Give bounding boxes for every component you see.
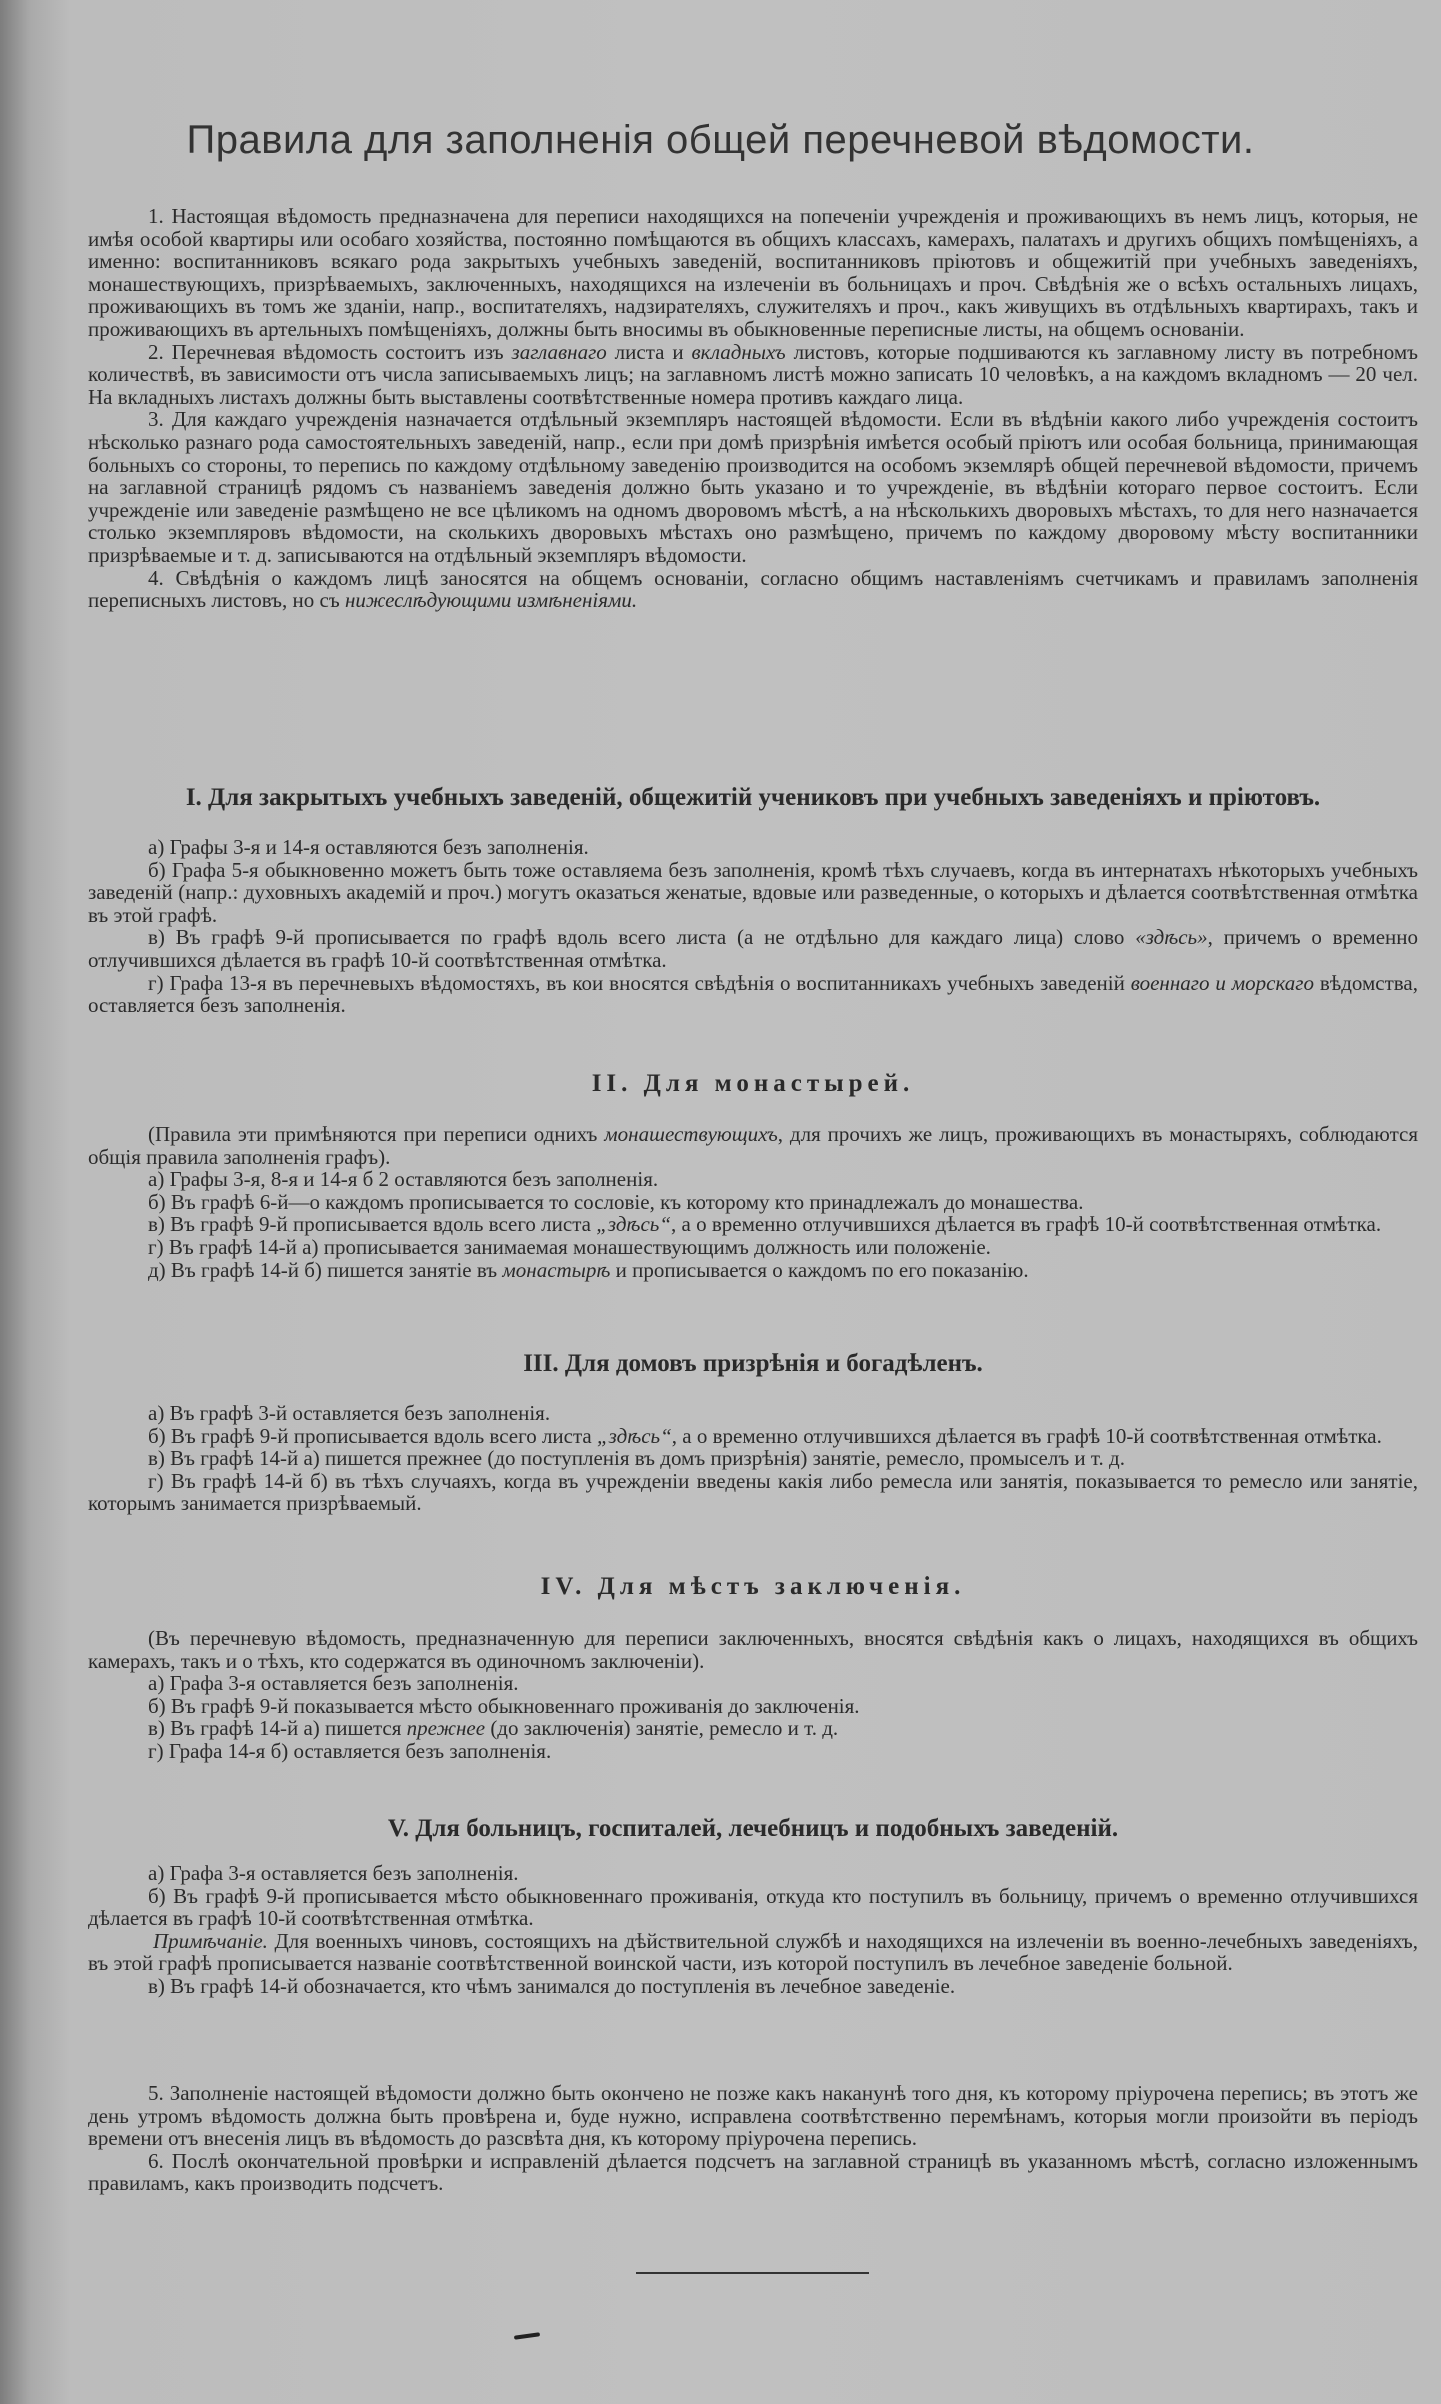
- text: 2. Перечневая вѣдомость состоитъ изъ: [148, 339, 512, 364]
- item-a: а) Въ графѣ 3-й оставляется безъ заполненія.: [148, 1401, 551, 1425]
- text: б) Въ графѣ 9-й прописывается вдоль всего листа: [148, 1423, 597, 1448]
- italic-text: нижеслѣдующими измѣненіями.: [344, 588, 638, 613]
- text: г) Графа 13-я въ перечневыхъ вѣдомостяхъ, въ кои вносятся свѣдѣнія о воспитанникахъ учебныхъ заведеній: [148, 970, 1131, 995]
- italic-text: монашествующихъ: [604, 1122, 778, 1146]
- italic-text: «здѣсь»: [1135, 925, 1208, 950]
- text: 4. Свѣдѣнія о каждомъ лицѣ заносятся на общемъ основаніи, согласно общимъ наставленіямъ счетчикамъ и правиламъ заполненія переписныхъ листовъ, но съ: [88, 565, 1418, 613]
- item-b: б) Въ графѣ 9-й показывается мѣсто обыкновеннаго проживанія до заключенія.: [148, 1693, 860, 1718]
- text: д) Въ графѣ 14-й б) пишется занятіе въ: [148, 1257, 503, 1282]
- item-g: [88, 972, 1418, 1017]
- section-4-heading: IV. Для мѣстъ заключенія.: [540, 1573, 966, 1600]
- italic-text: „здѣсь“: [596, 1212, 672, 1237]
- text: в) Въ графѣ 9-й прописывается по графѣ вдоль всего листа (а не отдѣльно для каждаго лица) слово: [148, 925, 1136, 950]
- section-3-body: [88, 1402, 1418, 1515]
- text: Для военныхъ чиновъ, состоящихъ на дѣйствительной службѣ и находящихся на излеченіи въ военно-лечебныхъ заведеніяхъ, въ этой графѣ прописывается названіе соотвѣтственной воинской части, изъ которой поступилъ въ лечебное заведеніе больной.: [88, 1928, 1418, 1976]
- item-a: а) Графы 3-я, 8-я и 14-я б 2 оставляются безъ заполненія.: [148, 1167, 659, 1192]
- italic-text: заглавнаго: [511, 339, 607, 364]
- note: [88, 1930, 1418, 1975]
- item-g: г) Въ графѣ 14-й а) прописывается занимаемая монашествующимъ должность или положеніе.: [148, 1234, 991, 1259]
- item-g: г) Графа 14-я б) оставляется безъ заполненія.: [148, 1738, 552, 1763]
- section-2-heading: II. Для монастырей.: [591, 1070, 915, 1097]
- italic-text: „здѣсь“: [597, 1423, 672, 1448]
- rule-4: [88, 567, 1418, 612]
- item-b: б) Графа 5-я обыкновенно можетъ быть тоже оставляема безъ заполненія, кромѣ тѣхъ случаевъ, когда въ интернатахъ нѣкоторыхъ учебныхъ заведеній (напр.: духовныхъ академій и проч.) могутъ оказаться женатые, вдовые или разведенные, о которыхъ и дѣлается соотвѣтственная отмѣтка въ этой графѣ.: [88, 857, 1418, 927]
- text: (Правила эти примѣняются при переписи однихъ: [148, 1122, 605, 1146]
- rule-3: 3. Для каждаго учрежденія назначается отдѣльный экземпляръ настоящей вѣдомости. Если въ вѣдѣніи какого либо учрежденія состоитъ нѣсколько разнаго рода самостоятельныхъ заведеній, напр., если при домѣ призрѣнія имѣется особый пріютъ или особая больница, принимающая больныхъ со стороны, то перепись по каждому отдѣльному заведенію производится на особомъ экземлярѣ общей перечневой вѣдомости, причемъ на заглавной страницѣ рядомъ съ названіемъ заведенія должно быть указано и то учрежденіе, въ вѣдѣніи котораго первое состоитъ. Если учрежденіе или заведеніе размѣщено не все цѣликомъ на одномъ дворовомъ мѣстѣ, а на нѣсколькихъ дворовыхъ мѣстахъ, то для него назначается столько экземпляровъ вѣдомости, на сколькихъ дворовыхъ мѣстахъ оно размѣщено, причемъ по каждому дворовому мѣсту воспитанники призрѣваемые и т. д. записываются на отдѣльный экземпляръ вѣдомости.: [88, 407, 1418, 567]
- italic-text: вкладныхъ: [691, 339, 786, 364]
- section-1-heading: I. Для закрытыхъ учебныхъ заведеній, общежитій учениковъ при учебныхъ заведеніяхъ и пріютовъ.: [185, 784, 1321, 811]
- item-a: а) Графа 3-я оставляется безъ заполненія.: [148, 1861, 519, 1885]
- page-title: Правила для заполненія общей перечневой вѣдомости.: [186, 118, 1255, 162]
- final-rules: [88, 2082, 1418, 2195]
- item-b: [88, 1425, 1418, 1448]
- section-1-body: [88, 836, 1418, 1017]
- italic-text: монастырѣ: [502, 1257, 611, 1282]
- italic-text: военнаго и морскаго: [1130, 970, 1314, 995]
- closing-rule-divider: [636, 2272, 869, 2274]
- text: в) Въ графѣ 14-й а) пишется: [148, 1716, 407, 1741]
- note-label: Примѣчаніе.: [153, 1928, 268, 1953]
- item-v: [88, 926, 1418, 971]
- section-2-intro: [88, 1123, 1418, 1168]
- italic-text: прежнее: [406, 1716, 486, 1741]
- item-v: [88, 1717, 1418, 1740]
- item-g: г) Въ графѣ 14-й б) въ тѣхъ случаяхъ, когда въ учрежденіи введены какія либо ремесла или занятія, показывается то ремесло или занятіе, которымъ занимается призрѣваемый.: [88, 1468, 1418, 1516]
- item-a: а) Графа 3-я оставляется безъ заполненія.: [148, 1671, 519, 1696]
- rule-1: 1. Настоящая вѣдомость предназначена для переписи находящихся на попеченіи учрежденія и проживающихъ въ немъ лицъ, которыя, не имѣя особой квартиры или особаго хозяйства, постоянно помѣщаются въ общихъ классахъ, камерахъ, палатахъ и другихъ общихъ помѣщеніяхъ, а именно: воспитанниковъ всякаго рода закрытыхъ учебныхъ заведеній, воспитанниковъ пріютовъ и общежитій при учебныхъ заведеніяхъ, монашествующихъ, призрѣваемыхъ, заключенныхъ, находящихся на излеченіи въ больницахъ и проч. Свѣдѣнія же о всѣхъ остальныхъ лицахъ, проживающихъ въ томъ же зданіи, напр., воспитателяхъ, надзирателяхъ, служителяхъ и проч., какъ живущихъ въ отдѣльныхъ квартирахъ, такъ и проживающихъ въ артельныхъ помѣщеніяхъ, должны быть вносимы въ обыкновенные переписные листы, на общемъ основаніи.: [88, 204, 1418, 341]
- text: , причемъ о временно отлучившихся дѣлается въ графѣ 10-й соотвѣтственная отмѣтка.: [88, 925, 1418, 972]
- text: , а о временно отлучившихся дѣлается въ графѣ 10-й соотвѣтственная отмѣтка.: [671, 1212, 1382, 1237]
- section-4-body: [88, 1627, 1418, 1763]
- item-v: в) Въ графѣ 14-й обозначается, кто чѣмъ занимался до поступленія въ лечебное заведеніе.: [148, 1973, 956, 1998]
- text: вѣдомства, оставляется безъ заполненія.: [88, 970, 1418, 1018]
- general-rules: [88, 205, 1418, 612]
- text: листа и: [606, 339, 692, 364]
- text: листовъ, которые подшиваются къ заглавному листу въ потребномъ количествѣ, въ зависимости отъ числа записываемыхъ лицъ; на заглавномъ листѣ можно записать 10 человѣкъ, а на каждомъ вкладномъ — 20 чел. На вкладныхъ листахъ должны быть выставлены соотвѣтственные номера противъ каждаго лица.: [88, 339, 1418, 409]
- rule-2: [88, 341, 1418, 409]
- item-b: б) Въ графѣ 6-й—о каждомъ прописывается то сословіе, къ которому кто принадлежалъ до монашества.: [148, 1189, 1084, 1214]
- item-a: а) Графы 3-я и 14-я оставляются безъ заполненія.: [148, 835, 589, 859]
- text: и прописывается о каждомъ по его показанію.: [610, 1257, 1029, 1282]
- text: , для прочихъ же лицъ, проживающихъ въ монастыряхъ, соблюдаются общія правила заполненія графъ).: [88, 1122, 1419, 1169]
- rule-5: 5. Заполненіе настоящей вѣдомости должно быть окончено не позже какъ наканунѣ того дня, къ которому пріурочена перепись; въ этотъ же день утромъ вѣдомость должна быть провѣрена и, буде нужно, исправлена соотвѣтственно перемѣнамъ, которыя могли произойти въ періодъ времени отъ внесенія лицъ въ вѣдомость до разсвѣта дня, къ которому пріурочена перепись.: [88, 2081, 1418, 2151]
- item-b: б) Въ графѣ 9-й прописывается мѣсто обыкновеннаго проживанія, откуда кто поступилъ въ больницу, причемъ о временно отлучившихся дѣлается въ графѣ 10-й соотвѣтственная отмѣтка.: [88, 1883, 1418, 1931]
- section-4-intro: (Въ перечневую вѣдомость, предназначенную для переписи заключенныхъ, вносятся свѣдѣнія какъ о лицахъ, находящихся въ общихъ камерахъ, такъ и о тѣхъ, кто содержатся въ одиночномъ заключеніи).: [88, 1626, 1418, 1673]
- text: (до заключенія) занятіе, ремесло и т. д.: [485, 1716, 839, 1741]
- item-v: в) Въ графѣ 14-й а) пишется прежнее (до поступленія въ домъ призрѣнія) занятіе, ремесло, промыселъ и т. д.: [148, 1446, 1125, 1471]
- section-2-body: [88, 1123, 1418, 1281]
- ink-mark: [514, 2332, 540, 2340]
- item-v: [88, 1213, 1418, 1236]
- section-5-heading: V. Для больницъ, госпиталей, лечебницъ и подобныхъ заведеній.: [387, 1815, 1119, 1842]
- rule-6: 6. Послѣ окончательной провѣрки и исправленій дѣлается подсчетъ на заглавной страницѣ въ указанномъ мѣстѣ, согласно изложеннымъ правиламъ, какъ производить подсчетъ.: [88, 2148, 1418, 2196]
- text: , а о временно отлучившихся дѣлается въ графѣ 10-й соотвѣтственная отмѣтка.: [671, 1423, 1382, 1448]
- text: в) Въ графѣ 9-й прописывается вдоль всего листа: [148, 1212, 597, 1237]
- section-5-body: [88, 1862, 1418, 1998]
- section-3-heading: III. Для домовъ призрѣнія и богадѣленъ.: [523, 1350, 983, 1377]
- item-d: [88, 1259, 1418, 1282]
